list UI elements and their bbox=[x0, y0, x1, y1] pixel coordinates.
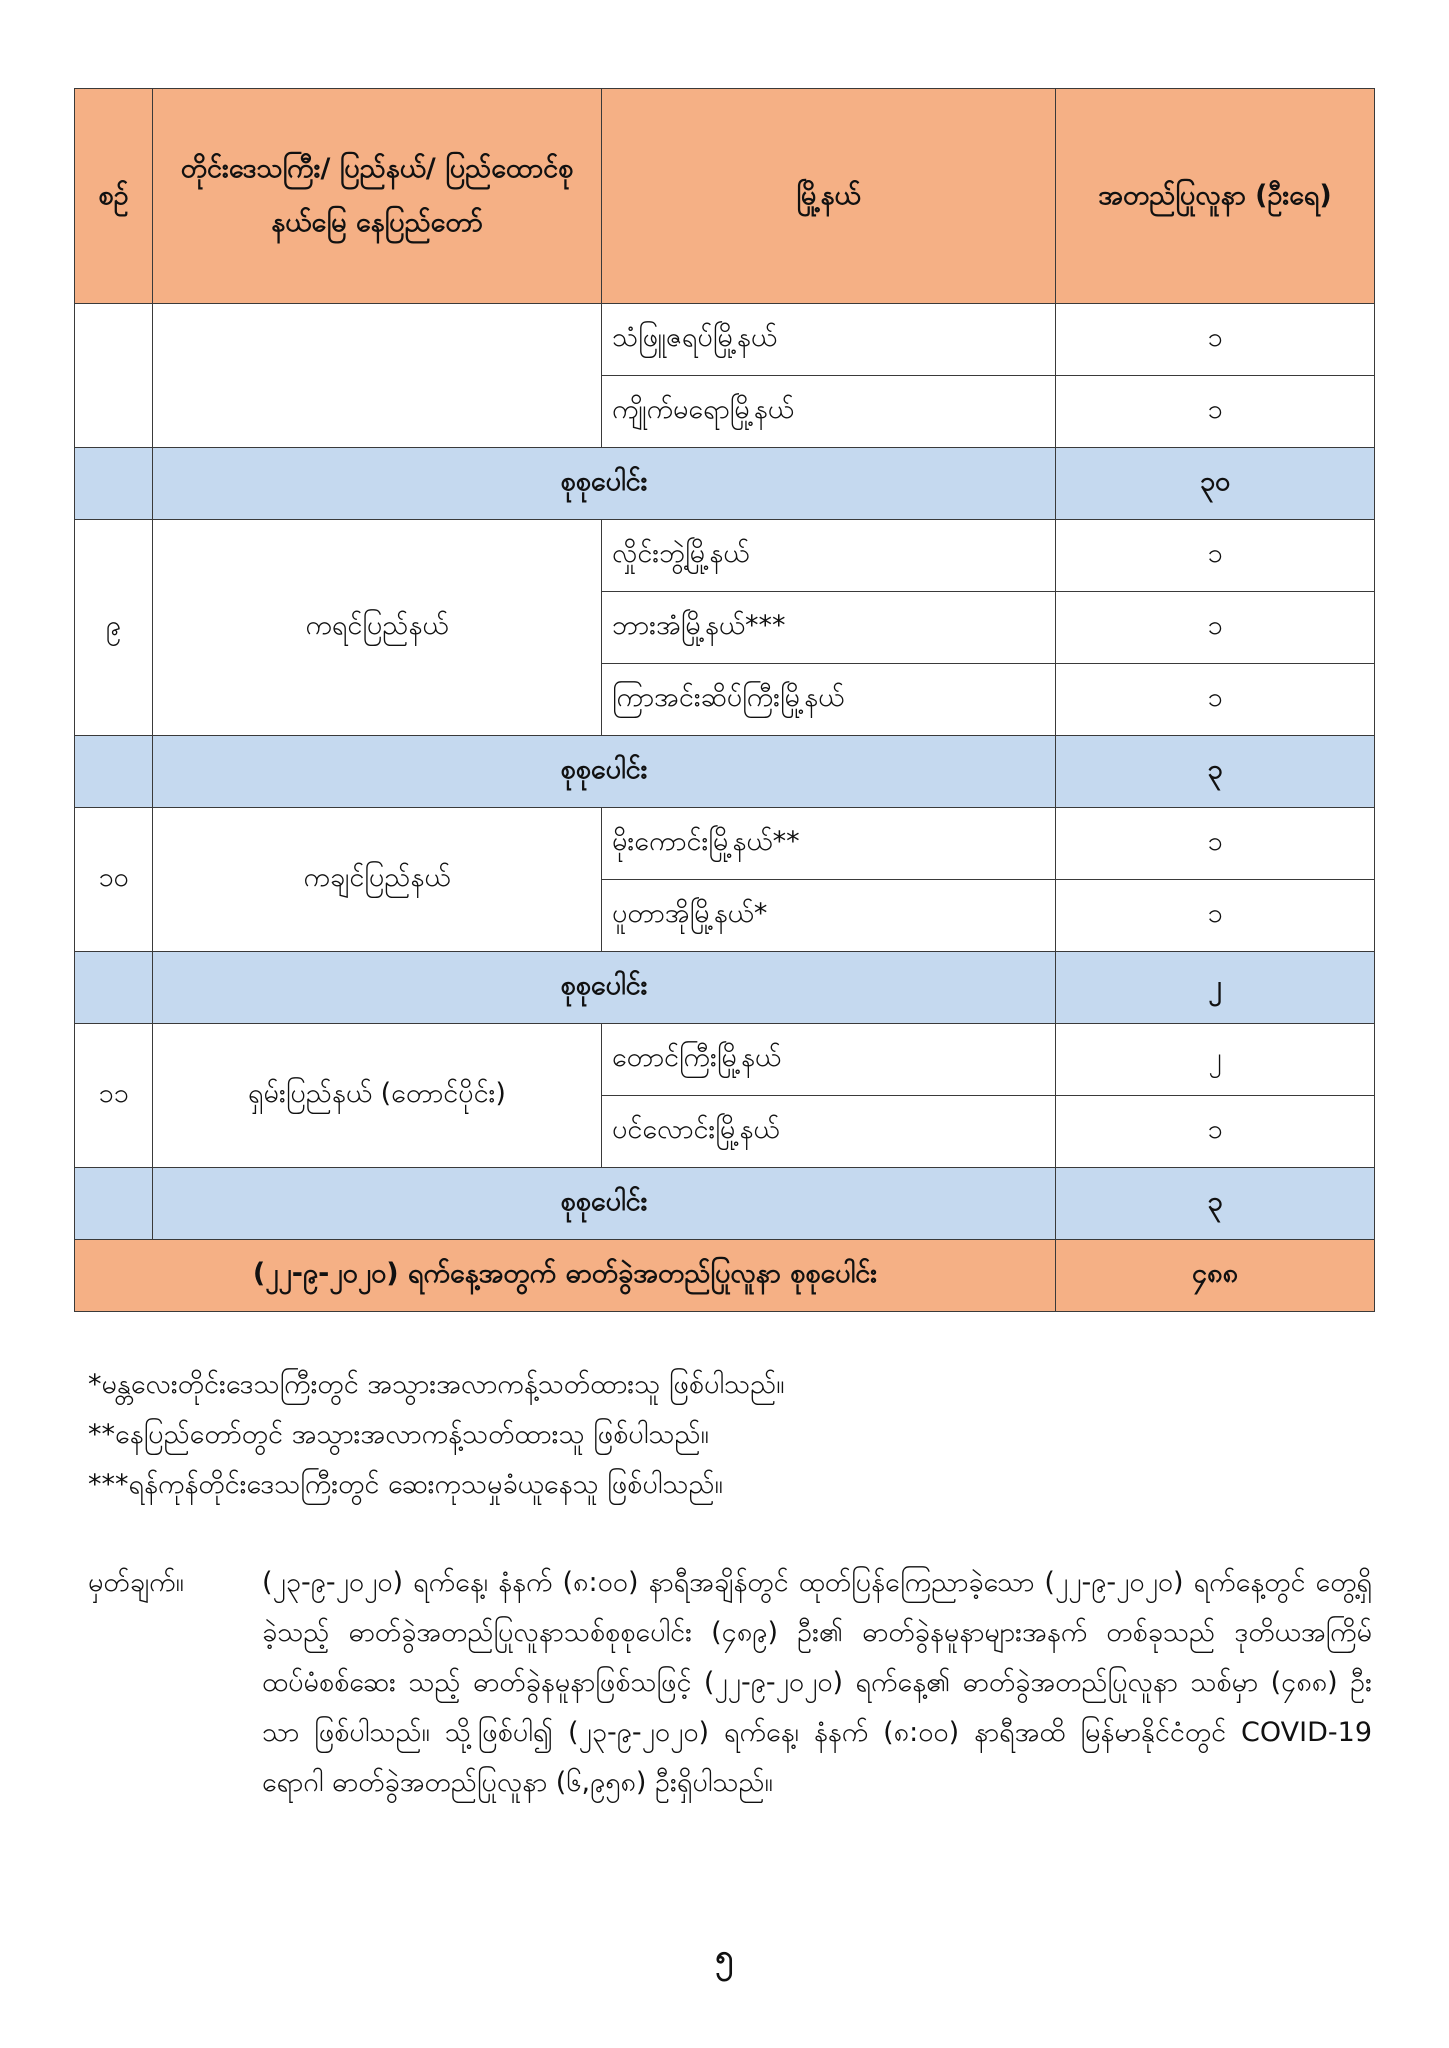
remark-body: (၂၃-၉-၂၀၂၀) ရက်နေ့၊ နံနက် (၈:၀၀) နာရီအချိန်တွင် ထုတ်ပြန်ကြေညာခဲ့သော (၂၂-၉-၂၀၂၀) ရက်နေ့တွင် တွေ့ရှိခဲ့သည့် ဓာတ်ခွဲအတည်ပြုလူနာသစ်စုစုပေါင်း (၄၈၉) ဦး၏ ဓာတ်ခွဲနမူနာများအနက် တစ်ခုသည် ဒုတိယအကြိမ် ထပ်မံစစ်ဆေး သည့် ဓာတ်ခွဲနမူနာဖြစ်သဖြင့် (၂၂-၉-၂၀၂၀) ရက်နေ့၏ ဓာတ်ခွဲအတည်ပြုလူနာ သစ်မှာ (၄၈၈) ဦးသာ ဖြစ်ပါသည်။ သို့ဖြစ်ပါ၍ (၂၃-၉-၂၀၂၀) ရက်နေ့၊ နံနက် (၈:၀၀) နာရီအထိ မြန်မာနိုင်ငံတွင် COVID-19 ရောဂါ ဓာတ်ခွဲအတည်ပြုလူနာ (၆,၉၅၈) ဦးရှိပါသည်။ bbox=[262, 1567, 1372, 1798]
count-cell: ၁ bbox=[1056, 664, 1375, 736]
count-cell: ၁ bbox=[1056, 880, 1375, 952]
row-no: ၁၀ bbox=[75, 808, 153, 952]
count-cell: ၁ bbox=[1056, 520, 1375, 592]
count-cell: ၁ bbox=[1056, 1096, 1375, 1168]
township-cell: ကျိုက်မရောမြို့နယ် bbox=[602, 376, 1056, 448]
township-cell: တောင်ကြီးမြို့နယ် bbox=[602, 1024, 1056, 1096]
count-cell: ၁ bbox=[1056, 376, 1375, 448]
count-cell: ၂ bbox=[1056, 1024, 1375, 1096]
header-count: အတည်ပြုလူနာ (ဦးရေ) bbox=[1056, 89, 1375, 304]
remark-label: မှတ်ချက်။ bbox=[88, 1567, 184, 1598]
township-cell: လှိုင်းဘွဲ့မြို့နယ် bbox=[602, 520, 1056, 592]
footnotes bbox=[88, 1360, 784, 1510]
subtotal-label: စုစုပေါင်း bbox=[153, 952, 1056, 1024]
footnote-3: ***ရန်ကုန်တိုင်းဒေသကြီးတွင် ဆေးကုသမှုခံယူနေသူ ဖြစ်ပါသည်။ bbox=[88, 1469, 723, 1500]
row-region: ကချင်ပြည်နယ် bbox=[153, 808, 602, 952]
grand-total-value: ၄၈၈ bbox=[1056, 1240, 1375, 1312]
subtotal-value: ၃၀ bbox=[1056, 448, 1375, 520]
table-row bbox=[75, 520, 1375, 592]
township-cell: သံဖြူဇရပ်မြို့နယ် bbox=[602, 304, 1056, 376]
subtotal-no-empty bbox=[75, 1168, 153, 1240]
township-cell: ကြာအင်းဆိပ်ကြီးမြို့နယ် bbox=[602, 664, 1056, 736]
subtotal-row bbox=[75, 952, 1375, 1024]
row-no-empty bbox=[75, 304, 153, 448]
footnote-1: *မန္တလေးတိုင်းဒေသကြီးတွင် အသွားအလာကန့်သတ်ထားသူ ဖြစ်ပါသည်။ bbox=[88, 1369, 785, 1400]
township-cell: မိုးကောင်းမြို့နယ်** bbox=[602, 808, 1056, 880]
subtotal-row bbox=[75, 448, 1375, 520]
page-number: ၅ bbox=[715, 1937, 734, 1975]
township-cell: ပင်လောင်းမြို့နယ် bbox=[602, 1096, 1056, 1168]
subtotal-value: ၂ bbox=[1056, 952, 1375, 1024]
subtotal-row bbox=[75, 1168, 1375, 1240]
table-row bbox=[75, 808, 1375, 880]
subtotal-no-empty bbox=[75, 736, 153, 808]
subtotal-value: ၃ bbox=[1056, 736, 1375, 808]
row-no: ၉ bbox=[75, 520, 153, 736]
subtotal-no-empty bbox=[75, 448, 153, 520]
subtotal-value: ၃ bbox=[1056, 1168, 1375, 1240]
row-no: ၁၁ bbox=[75, 1024, 153, 1168]
subtotal-label: စုစုပေါင်း bbox=[153, 736, 1056, 808]
count-cell: ၁ bbox=[1056, 304, 1375, 376]
count-cell: ၁ bbox=[1056, 808, 1375, 880]
table-header-row bbox=[75, 89, 1375, 304]
header-no: စဉ် bbox=[75, 89, 153, 304]
row-region-empty bbox=[153, 304, 602, 448]
township-cell: ပူတာအိုမြို့နယ်* bbox=[602, 880, 1056, 952]
subtotal-label: စုစုပေါင်း bbox=[153, 448, 1056, 520]
subtotal-row bbox=[75, 736, 1375, 808]
header-region: တိုင်းဒေသကြီး/ ပြည်နယ်/ ပြည်ထောင်စုနယ်မြေ နေပြည်တော် bbox=[153, 89, 602, 304]
count-cell: ၁ bbox=[1056, 592, 1375, 664]
grand-total-label: (၂၂-၉-၂၀၂၀) ရက်နေ့အတွက် ဓာတ်ခွဲအတည်ပြုလူနာ စုစုပေါင်း bbox=[75, 1240, 1056, 1312]
row-region: ရှမ်းပြည်နယ် (တောင်ပိုင်း) bbox=[153, 1024, 602, 1168]
grand-total-row bbox=[75, 1240, 1375, 1312]
subtotal-no-empty bbox=[75, 952, 153, 1024]
header-township: မြို့နယ် bbox=[602, 89, 1056, 304]
row-region: ကရင်ပြည်နယ် bbox=[153, 520, 602, 736]
township-cell: ဘားအံမြို့နယ်*** bbox=[602, 592, 1056, 664]
cases-table bbox=[74, 88, 1375, 1312]
subtotal-label: စုစုပေါင်း bbox=[153, 1168, 1056, 1240]
table-row bbox=[75, 1024, 1375, 1096]
table-row bbox=[75, 304, 1375, 376]
footnote-2: **နေပြည်တော်တွင် အသွားအလာကန့်သတ်ထားသူ ဖြစ်ပါသည်။ bbox=[88, 1419, 709, 1450]
